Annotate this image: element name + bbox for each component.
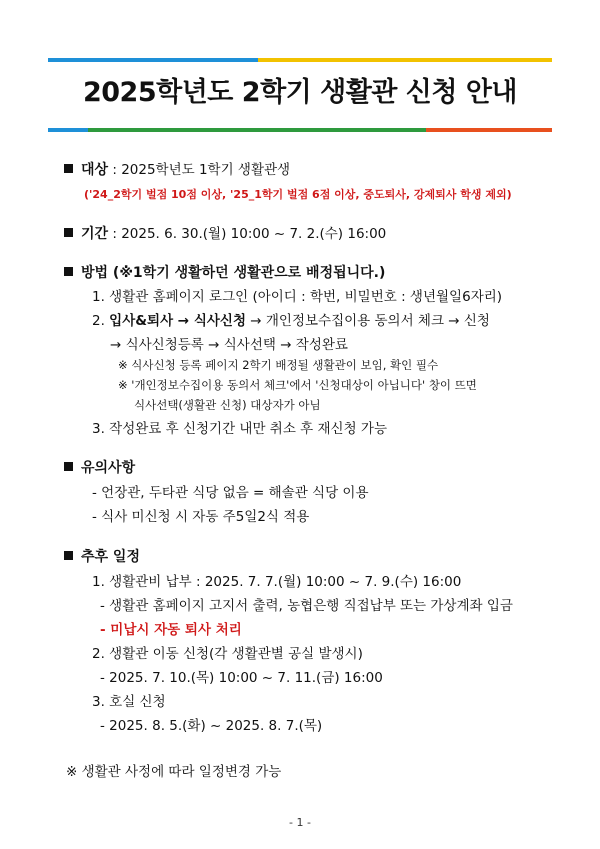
method-line xyxy=(64,262,385,282)
method-step-1: 1. 생활관 홈페이지 로그인 (아이디 : 학번, 비밀번호 : 생년월일6자리) xyxy=(92,289,503,305)
target-exclusion: ('24_2학기 벌점 10점 이상, '25_1학기 벌점 6점 이상, 중도퇴사, 강제퇴사 학생 제외) xyxy=(84,188,512,201)
method-step-2-rest: → 개인정보수집이용 동의서 체크 → 신청 xyxy=(245,313,490,329)
method-heading: 방법 (※1학기 생활하던 생활관으로 배정됩니다.) xyxy=(81,265,386,281)
page-number: - 1 - xyxy=(289,816,311,829)
bullet-square-icon xyxy=(64,462,73,471)
target-line xyxy=(64,158,290,179)
caution-line xyxy=(64,457,135,477)
schedule-item-1-sub-2: - 미납시 자동 퇴사 처리 xyxy=(100,622,242,638)
method-step-2-bold: 입사&퇴사 → 식사신청 xyxy=(109,313,246,329)
period-value: : 2025. 6. 30.(월) 10:00 ~ 7. 2.(수) 16:00 xyxy=(108,226,387,242)
period-heading: 기간 xyxy=(81,226,109,242)
schedule-item-1: 1. 생활관비 납부 : 2025. 7. 7.(월) 10:00 ~ 7. 9.(수) 16:00 xyxy=(92,574,462,590)
schedule-heading: 추후 일정 xyxy=(81,549,140,565)
page-title: 2025학년도 2학기 생활관 신청 안내 xyxy=(82,77,518,108)
final-note: ※ 생활관 사정에 따라 일정변경 가능 xyxy=(66,764,282,780)
schedule-line xyxy=(64,546,140,566)
bullet-square-icon xyxy=(64,228,73,237)
method-step-2-number: 2. xyxy=(92,313,110,329)
schedule-item-2: 2. 생활관 이동 신청(각 생활관별 공실 발생시) xyxy=(92,646,363,662)
bullet-square-icon xyxy=(64,267,73,276)
method-note-1: ※ 식사신청 등록 페이지 2학기 배정될 생활관이 보임, 확인 필수 xyxy=(118,358,439,372)
schedule-item-1-sub-1: - 생활관 홈페이지 고지서 출력, 농협은행 직접납부 또는 가상계좌 입금 xyxy=(100,598,513,614)
method-step-3: 3. 작성완료 후 신청기간 내만 취소 후 재신청 가능 xyxy=(92,421,387,437)
top-color-bar xyxy=(48,58,552,62)
caution-heading: 유의사항 xyxy=(81,460,136,476)
caution-item-1: - 언장관, 두타관 식당 없음 = 해솔관 식당 이용 xyxy=(92,485,369,501)
bullet-square-icon xyxy=(64,164,73,173)
schedule-item-3: 3. 호실 신청 xyxy=(92,694,166,710)
bottom-color-bar xyxy=(48,128,552,132)
period-line xyxy=(64,222,386,243)
schedule-item-2-sub-1: - 2025. 7. 10.(목) 10:00 ~ 7. 11.(금) 16:00 xyxy=(100,670,383,686)
method-note-2b: 식사선택(생활관 신청) 대상자가 아님 xyxy=(134,398,321,412)
method-note-2a: ※ '개인정보수집이용 동의서 체크'에서 '신청대상이 아닙니다' 창이 뜨면 xyxy=(118,378,477,392)
bullet-square-icon xyxy=(64,551,73,560)
method-step-2-continued: → 식사신청등록 → 식사선택 → 작성완료 xyxy=(110,337,348,353)
target-value: : 2025학년도 1학기 생활관생 xyxy=(108,162,291,178)
caution-item-2: - 식사 미신청 시 자동 주5일2식 적용 xyxy=(92,509,310,525)
target-heading: 대상 xyxy=(81,162,109,178)
method-step-2 xyxy=(92,309,490,329)
schedule-item-3-sub-1: - 2025. 8. 5.(화) ~ 2025. 8. 7.(목) xyxy=(100,718,323,734)
